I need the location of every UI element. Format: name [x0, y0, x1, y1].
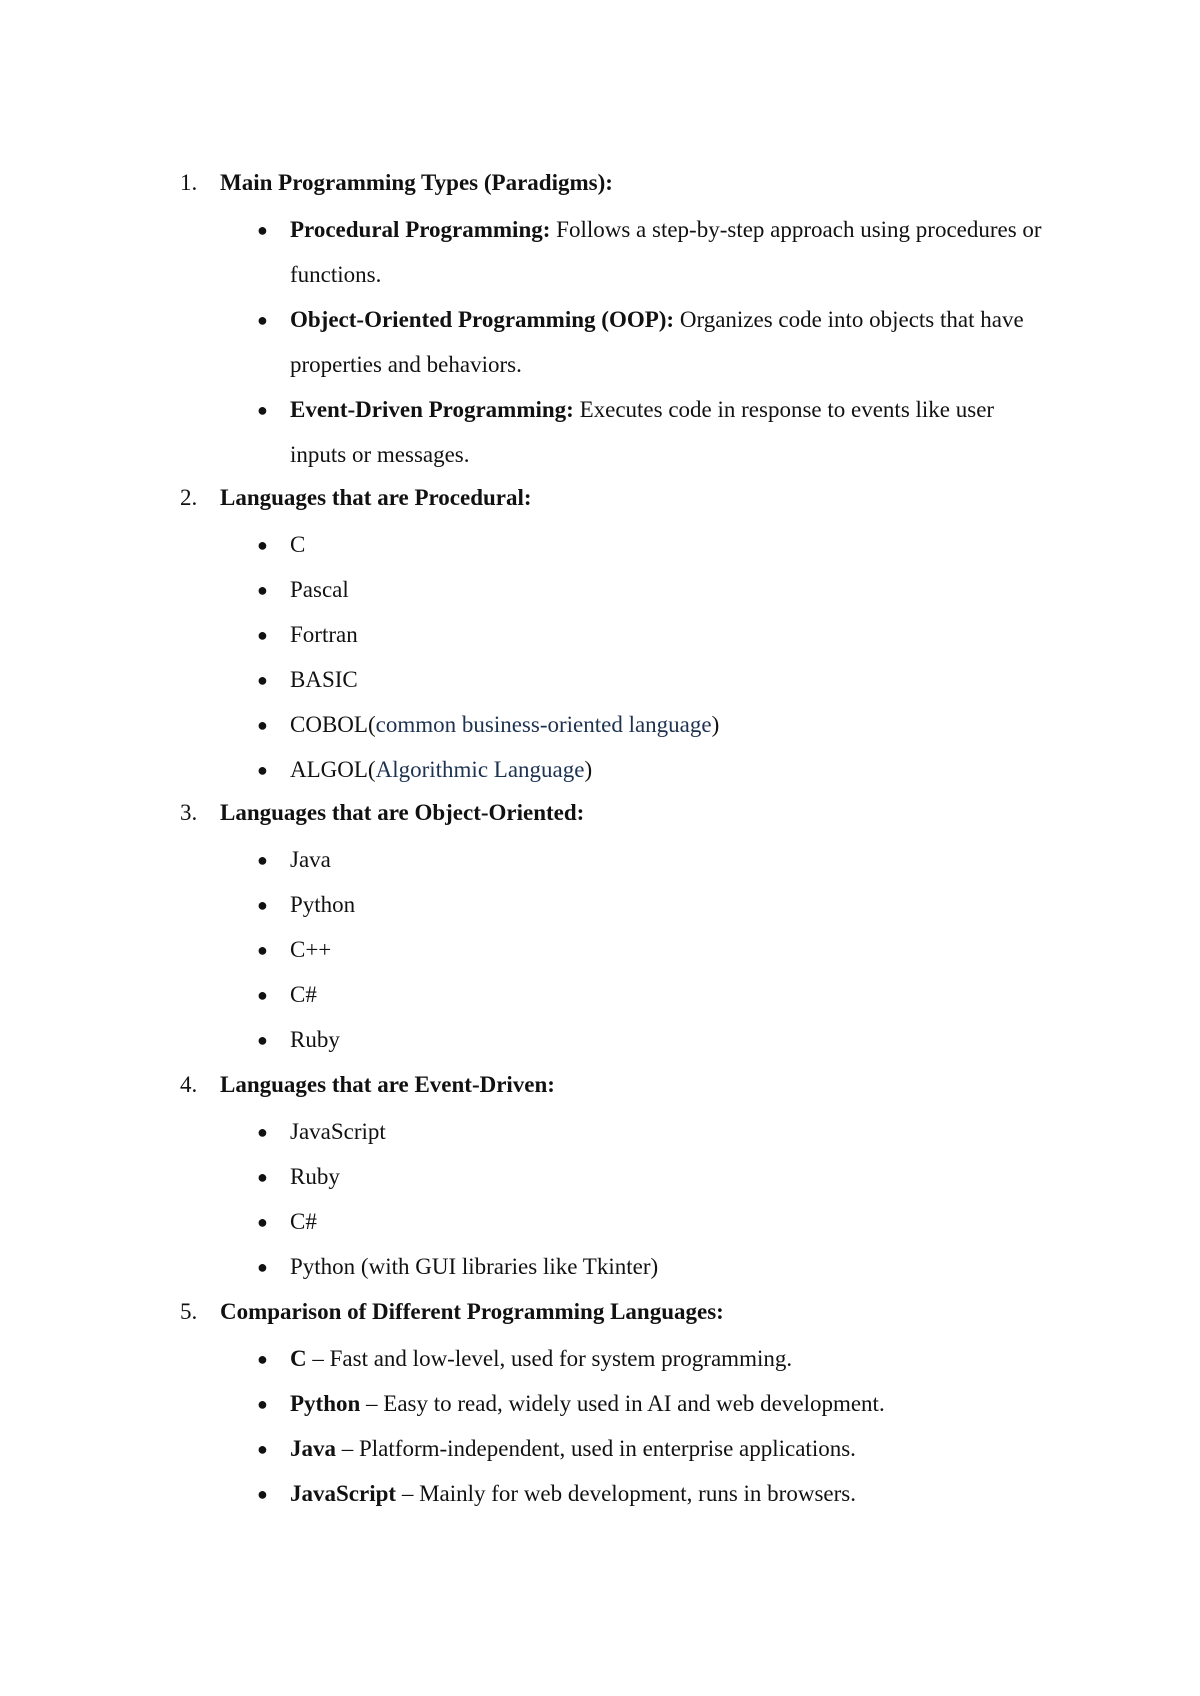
item-text: BASIC: [290, 667, 358, 692]
item-label: COBOL(: [290, 712, 376, 737]
list-item: [0, 755, 1200, 800]
item-description: – Fast and low-level, used for system programming.: [306, 1346, 793, 1371]
item-expansion: common business-oriented language: [375, 712, 712, 737]
bullet-icon: ●: [257, 1439, 268, 1459]
section-title: Languages that are Event-Driven:: [220, 1072, 555, 1097]
item-description: Follows a step-by-step approach using procedures or functions.: [290, 217, 1042, 287]
list-item: [0, 395, 1200, 485]
item-term: JavaScript: [290, 1481, 397, 1506]
item-term: C: [290, 1346, 307, 1371]
bullet-icon: ●: [257, 535, 268, 555]
item-text: Pascal: [290, 577, 349, 602]
item-label-end: ): [711, 712, 720, 737]
item-label-end: ): [584, 757, 593, 782]
item-text: C#: [290, 982, 317, 1007]
bullet-list: [0, 215, 1200, 485]
list-item: [0, 305, 1200, 395]
bullet-icon: ●: [257, 1122, 268, 1142]
list-item: [0, 215, 1200, 305]
section-title: Main Programming Types (Paradigms):: [220, 170, 613, 195]
item-text: [290, 1381, 1050, 1426]
bullet-icon: ●: [257, 985, 268, 1005]
bullet-icon: ●: [257, 625, 268, 645]
item-term-suffix: (OOP):: [595, 307, 675, 332]
bullet-icon: ●: [257, 1212, 268, 1232]
item-text: Fortran: [290, 622, 358, 647]
item-text: [290, 387, 1050, 477]
section-number: 3.: [180, 800, 198, 825]
item-text: [290, 297, 1050, 387]
item-term: Procedural Programming:: [290, 217, 551, 242]
item-term: Event-Driven Programming:: [290, 397, 574, 422]
item-expansion: Algorithmic Language: [375, 757, 585, 782]
bullet-list: [0, 530, 1200, 800]
bullet-icon: ●: [257, 1394, 268, 1414]
item-text: Python (with GUI libraries like Tkinter): [290, 1254, 659, 1279]
item-label: ALGOL(: [290, 757, 376, 782]
item-text: [290, 1471, 1050, 1516]
bullet-list: [0, 1117, 1200, 1297]
section-heading: [180, 1299, 724, 1325]
section-number: 4.: [180, 1072, 198, 1097]
item-text: [290, 1336, 1050, 1381]
bullet-icon: ●: [257, 715, 268, 735]
bullet-icon: ●: [257, 1257, 268, 1277]
section-heading: [180, 485, 532, 511]
item-term: Python: [290, 1391, 361, 1416]
section-title: Languages that are Object-Oriented:: [220, 800, 585, 825]
item-description: – Platform-independent, used in enterprise applications.: [336, 1436, 856, 1461]
bullet-icon: ●: [257, 220, 268, 240]
item-text: [290, 747, 1050, 792]
bullet-icon: ●: [257, 1030, 268, 1050]
list-item: [0, 1252, 1200, 1297]
section-heading: [180, 170, 613, 196]
bullet-icon: ●: [257, 1349, 268, 1369]
item-text: C: [290, 532, 306, 557]
item-text: [290, 207, 1050, 297]
item-text: [290, 1426, 1050, 1471]
section-title: Comparison of Different Programming Languages:: [220, 1299, 724, 1324]
section-title: Languages that are Procedural:: [220, 485, 532, 510]
item-term: Java: [290, 1436, 336, 1461]
item-text: Ruby: [290, 1164, 340, 1189]
item-text: Python: [290, 892, 356, 917]
item-description: – Mainly for web development, runs in browsers.: [396, 1481, 856, 1506]
item-text: Java: [290, 847, 331, 872]
section-number: 1.: [180, 170, 198, 195]
bullet-icon: ●: [257, 940, 268, 960]
bullet-icon: ●: [257, 670, 268, 690]
bullet-icon: ●: [257, 400, 268, 420]
section-number: 5.: [180, 1299, 198, 1324]
list-item: [0, 1479, 1200, 1524]
section-heading: [180, 1072, 555, 1098]
bullet-icon: ●: [257, 580, 268, 600]
section-heading: [180, 800, 584, 826]
bullet-icon: ●: [257, 850, 268, 870]
item-text: JavaScript: [290, 1119, 386, 1144]
bullet-icon: ●: [257, 1484, 268, 1504]
item-text: C++: [290, 937, 332, 962]
item-description: Organizes code into objects that have properties and behaviors.: [290, 307, 1024, 377]
bullet-list: [0, 845, 1200, 1070]
list-item: [0, 1025, 1200, 1070]
item-text: Ruby: [290, 1027, 340, 1052]
item-description: Executes code in response to events like user inputs or messages.: [290, 397, 995, 467]
item-text: C#: [290, 1209, 317, 1234]
bullet-icon: ●: [257, 310, 268, 330]
bullet-list: [0, 1344, 1200, 1524]
bullet-icon: ●: [257, 895, 268, 915]
bullet-icon: ●: [257, 760, 268, 780]
item-text: [290, 702, 1050, 747]
item-term: Object-Oriented Programming: [290, 307, 596, 332]
section-number: 2.: [180, 485, 198, 510]
bullet-icon: ●: [257, 1167, 268, 1187]
item-description: – Easy to read, widely used in AI and web development.: [360, 1391, 885, 1416]
